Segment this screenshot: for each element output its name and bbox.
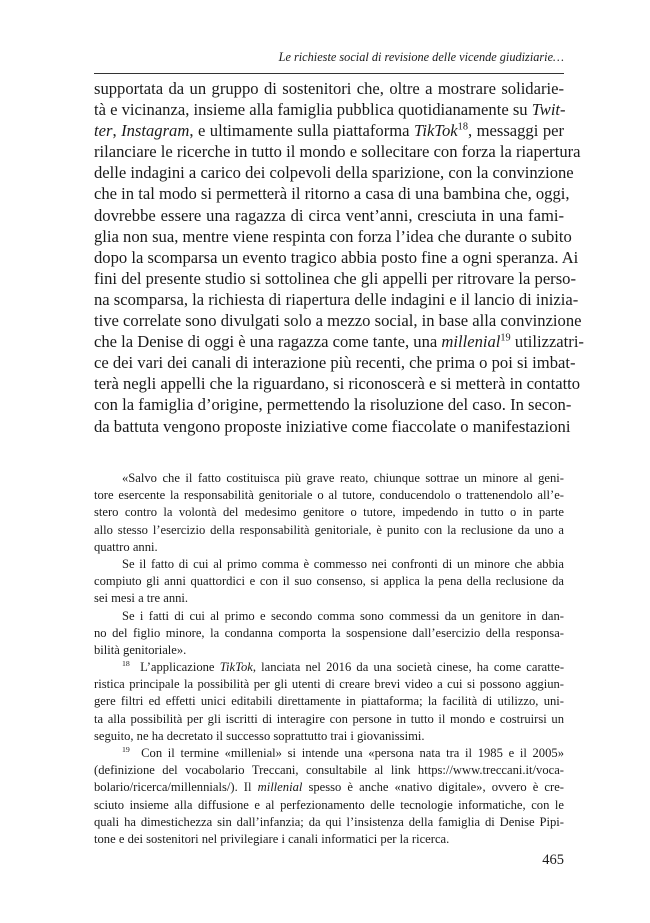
footnote-line: sei mesi a tre anni. xyxy=(94,591,189,606)
footnote-line: tone e dei sostenitori nel privilegiare i canali informatici per la ricerca. xyxy=(94,831,450,846)
footnote-number-18: 18 xyxy=(122,658,130,668)
footnote-ref-18: 18 xyxy=(457,121,468,133)
body-line: rilanciare le ricerche in tutto il mondo e sollecitare con forza la riapertura xyxy=(94,142,581,162)
footnotes xyxy=(94,470,564,848)
footnote-line: Se i fatti di cui al primo e secondo comma sono commessi da un genitore in dan- xyxy=(122,608,564,623)
footnote-line: quali ha dimestichezza sin dall’infanzia; da qui l’insistenza della famiglia di Denise Pipi- xyxy=(94,814,564,829)
footnote-line: «Salvo che il fatto costituisca più grave reato, chiunque sottrae un minore al geni- xyxy=(122,471,564,485)
body-line: con la famiglia d’origine, permettendo la risoluzione del caso. In secon- xyxy=(94,395,572,415)
footnote-line: Se il fatto di cui al primo comma è commesso nei confronti di un minore che abbia xyxy=(122,556,564,571)
body-line: ce dei vari dei canali di interazione più recenti, che prima o poi si imbat- xyxy=(94,353,576,373)
footnote-line: stero contro la volontà del medesimo genitore o tutore, impedendo in tutto o in parte xyxy=(94,505,564,520)
body-line: ter, Instagram, e ultimamente sulla piattaforma TikTok$^{18}$, messaggi per xyxy=(94,121,565,141)
footnote-line: no del figlio minore, la condanna comporta la sospensione dall’esercizio della responsa- xyxy=(94,625,564,640)
footnote-line: quattro anni. xyxy=(94,539,158,554)
body-line: tà e vicinanza, insieme alla famiglia pubblica quotidianamente su Twit- xyxy=(94,100,566,120)
footnote-19: $^{19}$ Con il termine «millenial» si intende una «persona nata tra il 1985 e il 2005» xyxy=(122,744,564,760)
footnote-line: bilità genitoriale». xyxy=(94,642,187,657)
body-line: che in tal modo si permetterà il ritorno a casa di una bambina che, oggi, xyxy=(94,184,570,204)
body-line: na scomparsa, la richiesta di riapertura delle indagini e il lancio di inizia- xyxy=(94,289,579,309)
body-line: glia non sua, mentre viene respinta con forza l’idea che durante o subito xyxy=(94,226,572,246)
footnote-ref-19: 19 xyxy=(500,332,511,344)
footnote-number-19: 19 xyxy=(122,744,130,754)
body-line: supportata da un gruppo di sostenitori che, oltre a mostrare solidarie- xyxy=(94,79,564,98)
footnote-line: compiuto gli anni quattordici e con il suo consenso, si applica la pena della reclusione da xyxy=(94,574,564,589)
footnote-line: gere filtri ed effetti unici editabili direttamente in piattaforma; la facilità di utilizzo, uni- xyxy=(94,694,564,709)
body-line: da battuta vengono proposte iniziative come fiaccolate o manifestazioni xyxy=(94,416,571,436)
page-number: 465 xyxy=(542,852,564,868)
footnote-line: bolario/ricerca/millennials/). Il millenial spesso è anche «nativo digitale», ovvero è cre- xyxy=(94,780,564,795)
main-text xyxy=(94,78,584,437)
body-line: fini del presente studio si sottolinea che gli appelli per ritrovare la perso- xyxy=(94,268,576,288)
footnote-line: ristica principale la possibilità per gli utenti di creare brevi video a cui si possono aggiun- xyxy=(94,677,564,692)
footnote-18: $^{18}$ L’applicazione TikTok, lanciata nel 2016 da una società cinese, ha come caratte- xyxy=(122,658,565,675)
footnote-line: allo stesso l’esercizio della responsabilità genitoriale, è punito con la reclusione da uno a xyxy=(94,522,564,537)
footnote-line: sciuto insieme alla diffusione e al perfezionamento delle tecnologie informatiche, con le xyxy=(94,797,564,812)
running-head: Le richieste social di revisione delle vicende giudiziarie… xyxy=(278,50,564,64)
body-line: terà negli appelli che la riguardano, si riconoscerà e si metterà in contatto xyxy=(94,374,581,394)
header-rule xyxy=(94,73,564,74)
footnote-line: ta alla possibilità per gli iscritti di interagire con persone in tutto il mondo e costruirsi un xyxy=(94,711,564,726)
footnote-line: tore esercente la responsabilità genitoriale o al tutore, conducendolo o trattenendolo all’e- xyxy=(94,488,564,503)
body-line: che la Denise di oggi è una ragazza come tante, una millenial$^{19}$ utilizzatri- xyxy=(94,332,584,352)
body-line: dovrebbe essere una ragazza di circa vent’anni, cresciuta in una fami- xyxy=(94,205,564,225)
body-line: dopo la scomparsa un evento tragico abbia posto fine a ogni speranza. Ai xyxy=(94,247,579,267)
body-line: tive correlate sono divulgati solo a mezzo social, in base alla convinzione xyxy=(94,311,582,331)
body-line: delle indagini a carico dei colpevoli della sparizione, con la convinzione xyxy=(94,163,574,183)
footnote-line: (definizione del vocabolario Treccani, consultabile al link https://www.treccani.it/voca- xyxy=(94,763,564,778)
footnote-line: seguito, ne ha decretato il successo soprattutto trai i giovanissimi. xyxy=(94,728,425,743)
